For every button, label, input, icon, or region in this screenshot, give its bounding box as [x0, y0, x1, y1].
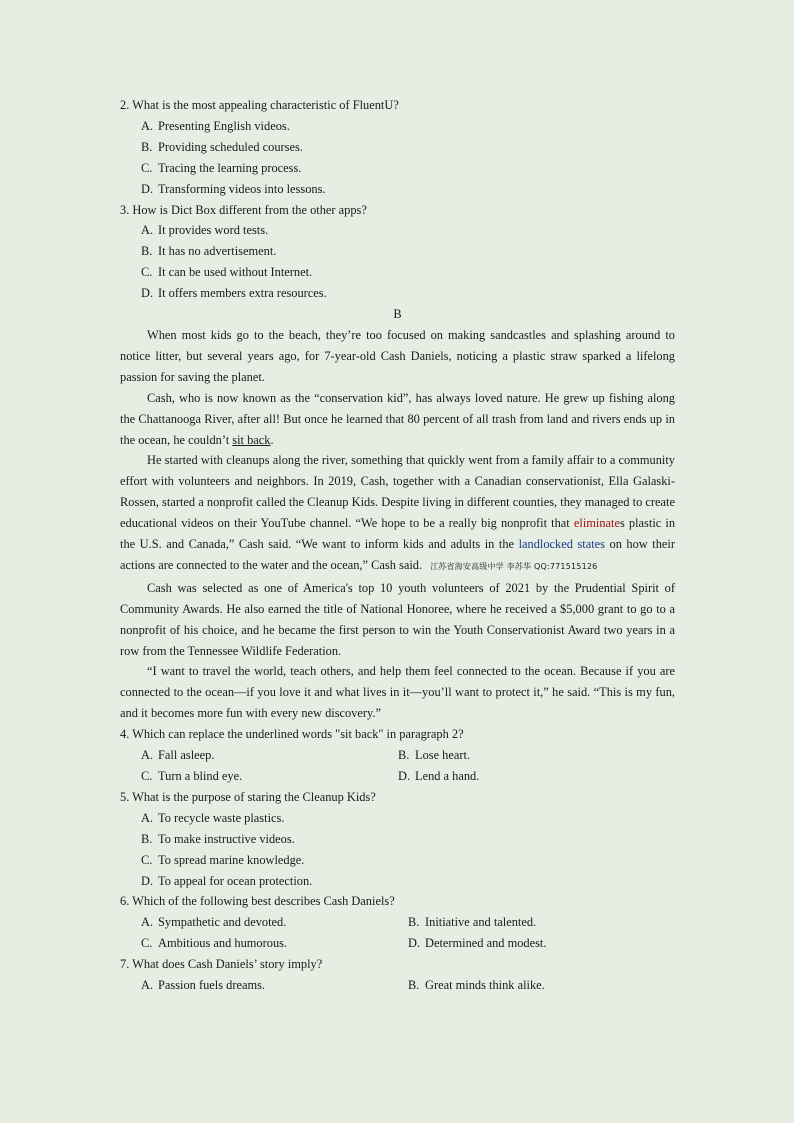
option-label: A.	[141, 118, 154, 133]
option-label: D.	[398, 769, 411, 783]
q7-option-a	[141, 975, 408, 996]
question-7: 7. What does Cash Daniels’ story imply?	[120, 957, 323, 972]
q4-options-row-2	[120, 766, 675, 787]
option-label: A.	[141, 223, 154, 238]
passage-paragraph-3	[120, 450, 675, 577]
option-label: A.	[141, 810, 154, 825]
paragraph-text: on how their actions are connected to the water and the ocean,” Cash said.	[120, 537, 675, 572]
option-label: B.	[141, 831, 153, 846]
option-label: D.	[408, 936, 421, 951]
option-text: Transforming videos into lessons.	[158, 181, 326, 196]
passage-paragraph-4: Cash was selected as one of America's top 10 youth volunteers of 2021 by the Prudential Spirit of Community Awards. He also earned the title of National Honoree, where he received a $5,000 grant to go to a nonprofit of his choice, and he became the first person to win the Youth Conservationist Award two years in a row from the Tennessee Wildlife Federation.	[120, 580, 675, 658]
option-label: B.	[141, 139, 153, 154]
option-text: It has no advertisement.	[158, 244, 277, 259]
q6-options-row-2	[120, 933, 675, 954]
q2-option-c	[120, 158, 675, 179]
q6-options-row-1	[120, 912, 675, 933]
highlighted-word: eliminate	[573, 516, 620, 531]
option-text: Ambitious and humorous.	[158, 936, 288, 951]
option-text: Sympathetic and devoted.	[158, 915, 287, 930]
option-text: Passion fuels dreams.	[158, 978, 266, 993]
option-label: A.	[141, 978, 154, 993]
option-text: Providing scheduled courses.	[158, 139, 303, 154]
paragraph-text: .	[270, 432, 274, 447]
option-text: To appeal for ocean protection.	[158, 873, 313, 888]
option-text: It provides word tests.	[158, 223, 269, 238]
option-label: D.	[141, 873, 154, 888]
option-text: Lend a hand.	[415, 769, 480, 783]
paragraph-text: He started with cleanups along the river, something that quickly went from a family affair to a community effort with volunteers and neighbors. In 2019, Cash, together with a Canadian conservationist, Ella Galaski-Rossen, started a nonprofit called the Cleanup Kids. Despite living in different counties, they managed to create educational videos on their YouTube channel. “We hope to be a really big nonprofit that	[120, 453, 675, 531]
option-text: To spread marine knowledge.	[158, 852, 305, 867]
option-text: Tracing the learning process.	[158, 160, 302, 175]
q3-option-c	[120, 262, 675, 283]
option-label: B.	[408, 978, 420, 993]
passage-paragraph-1: When most kids go to the beach, they’re too focused on making sandcastles and splashing around to notice litter, but several years ago, for 7-year-old Cash Daniels, noticing a plastic straw sparked a lifelong passion for saving the planet.	[120, 327, 675, 384]
q7-options-row-1	[120, 975, 675, 996]
option-text: Fall asleep.	[158, 748, 215, 763]
q5-option-b	[120, 829, 675, 850]
q5-option-d	[120, 871, 675, 892]
question-2: 2. What is the most appealing characteristic of FluentU?	[120, 98, 399, 112]
q7-option-b	[408, 975, 675, 996]
option-text: Determined and modest.	[425, 936, 547, 951]
option-text: To make instructive videos.	[158, 831, 295, 846]
underlined-phrase: sit back	[232, 432, 271, 447]
q4-option-d	[398, 766, 655, 787]
option-text: It can be used without Internet.	[158, 265, 313, 280]
q4-option-a	[141, 745, 398, 766]
option-label: B.	[408, 915, 420, 930]
option-text: To recycle waste plastics.	[158, 810, 285, 825]
passage-paragraph-5: “I want to travel the world, teach others, and help them feel connected to the ocean. Because if you are connected to the ocean—if you love it and what lives in it—you’ll want to protect it,” he said. “This is my fun, and it becomes more fun with every new discovery.”	[120, 664, 675, 721]
q5-option-a	[120, 808, 675, 829]
q4-option-b	[398, 745, 655, 766]
q3-option-a	[120, 220, 675, 241]
q2-option-d	[120, 179, 675, 200]
q4-options-row-1	[120, 745, 675, 766]
option-label: D.	[141, 286, 154, 301]
q6-option-c	[141, 933, 408, 954]
highlighted-phrase: landlocked states	[518, 537, 605, 552]
option-label: C.	[141, 265, 153, 280]
paragraph-text: Cash, who is now known as the “conservation kid”, has always loved nature. He grew up fishing along the Chattanooga River, after all! But once he learned that 80 percent of all trash from land and rivers ends up in the ocean, he couldn’t	[120, 390, 675, 447]
question-4: 4. Which can replace the underlined words "sit back" in paragraph 2?	[120, 727, 464, 742]
option-label: D.	[141, 181, 154, 196]
option-text: Great minds think alike.	[425, 978, 545, 993]
q3-option-b	[120, 241, 675, 262]
passage-paragraph-2	[120, 388, 675, 451]
question-3: 3. How is Dict Box different from the other apps?	[120, 202, 367, 217]
question-5: 5. What is the purpose of staring the Cleanup Kids?	[120, 789, 376, 804]
q3-option-d	[120, 283, 675, 304]
option-label: C.	[141, 160, 153, 175]
q4-option-c	[141, 766, 398, 787]
q2-option-b	[120, 137, 675, 158]
option-label: C.	[141, 852, 153, 867]
option-text: Lose heart.	[415, 748, 471, 763]
option-label: C.	[141, 936, 153, 951]
option-text: Presenting English videos.	[158, 118, 290, 133]
q5-option-c	[120, 850, 675, 871]
option-label: B.	[141, 244, 153, 259]
option-text: It offers members extra resources.	[158, 286, 327, 301]
q2-option-a	[120, 116, 675, 137]
option-label: A.	[141, 748, 154, 763]
q6-option-d	[408, 933, 675, 954]
q6-option-b	[408, 912, 675, 933]
q6-option-a	[141, 912, 408, 933]
option-label: B.	[398, 748, 410, 763]
option-text: Initiative and talented.	[425, 915, 537, 930]
question-6: 6. Which of the following best describes Cash Daniels?	[120, 894, 395, 909]
option-text: Turn a blind eye.	[158, 769, 243, 783]
option-label: C.	[141, 769, 153, 783]
exam-content	[120, 95, 675, 996]
option-label: A.	[141, 915, 154, 930]
watermark: 江苏省海安高级中学 李苏华 QQ:771515126	[430, 561, 598, 571]
section-heading: B	[393, 307, 402, 322]
paragraph-text: s plastic in the U.S. and Canada,” Cash said. “We want to inform kids and adults in the	[120, 516, 676, 552]
